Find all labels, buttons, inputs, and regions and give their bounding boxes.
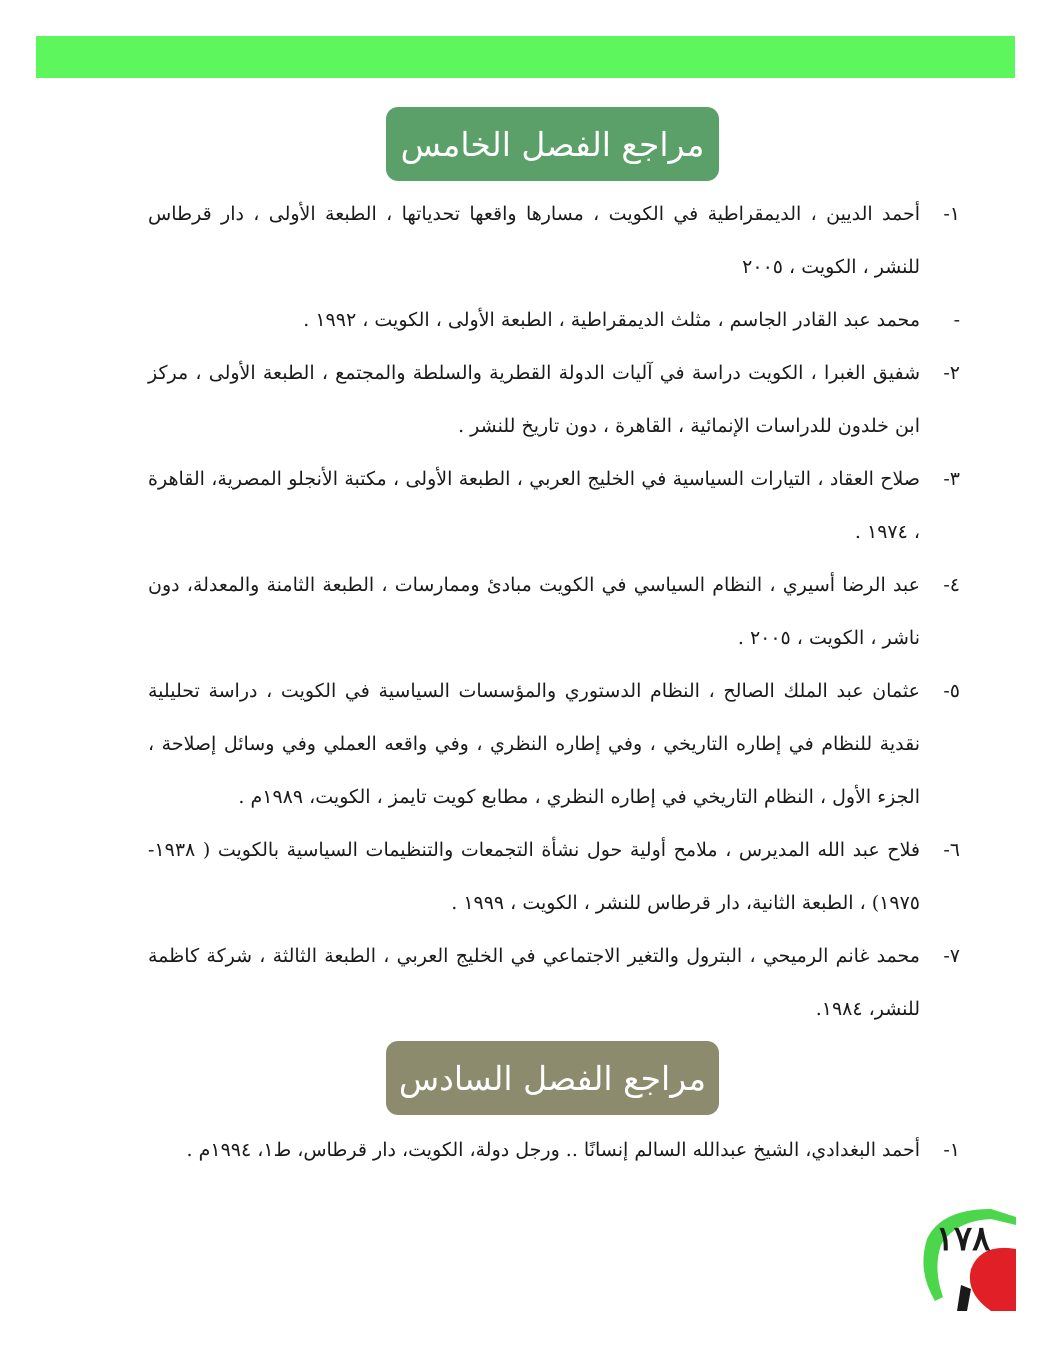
reference-text: عثمان عبد الملك الصالح ، النظام الدستوري والمؤسسات السياسية في الكويت ، دراسة تحليلية نقدية للنظام في إطاره التاريخي ، وفي إطاره النظري ، وفي واقعه العملي وفي وسائل إصلاحة ، الجزء الأول ، النظام التاريخي في إطاره النظري ، مطابع كويت تايمز ، الكويت، ١٩٨٩م . xyxy=(148,680,920,808)
reference-number: ٤- xyxy=(943,574,960,596)
chapter6-reference-list xyxy=(148,1124,960,1177)
reference-item xyxy=(148,665,960,824)
chapter5-reference-list xyxy=(148,188,960,1036)
reference-item xyxy=(148,347,960,453)
reference-number: ١- xyxy=(943,1139,960,1161)
chapter6-heading: مراجع الفصل السادس xyxy=(386,1041,719,1115)
reference-number: ٧- xyxy=(943,945,960,967)
reference-text: محمد عبد القادر الجاسم ، مثلث الديمقراطية ، الطبعة الأولى ، الكويت ، ١٩٩٢ . xyxy=(303,309,920,331)
reference-text: أحمد الديين ، الديمقراطية في الكويت ، مسارها واقعها تحدياتها ، الطبعة الأولى ، دار قرطاس للنشر ، الكويت ، ٢٠٠٥ xyxy=(148,203,920,278)
reference-item xyxy=(148,559,960,665)
reference-item xyxy=(148,1124,960,1177)
reference-item xyxy=(148,294,960,347)
reference-number: ٢- xyxy=(943,362,960,384)
reference-item xyxy=(148,824,960,930)
chapter5-heading: مراجع الفصل الخامس xyxy=(386,107,719,181)
reference-item xyxy=(148,453,960,559)
reference-number: - xyxy=(953,309,960,331)
reference-item xyxy=(148,188,960,294)
badge-black-stroke xyxy=(957,1285,971,1311)
reference-text: أحمد البغدادي، الشيخ عبدالله السالم إنسانًا .. ورجل دولة، الكويت، دار قرطاس، ط١، ١٩٩٤م . xyxy=(186,1139,920,1161)
page-number: ١٧٨ xyxy=(935,1219,991,1259)
reference-number: ٦- xyxy=(943,839,960,861)
reference-text: شفيق الغبرا ، الكويت دراسة في آليات الدولة القطرية والسلطة والمجتمع ، الطبعة الأولى ، مركز ابن خلدون للدراسات الإنمائية ، القاهرة ، دون تاريخ للنشر . xyxy=(148,362,920,437)
reference-text: محمد غانم الرميحي ، البترول والتغير الاجتماعي في الخليج العربي ، الطبعة الثالثة ، شركة كاظمة للنشر، ١٩٨٤. xyxy=(148,945,920,1020)
reference-number: ٥- xyxy=(943,680,960,702)
reference-text: صلاح العقاد ، التيارات السياسية في الخليج العربي ، الطبعة الأولى ، مكتبة الأنجلو المصرية، القاهرة ، ١٩٧٤ . xyxy=(148,468,920,543)
reference-number: ١- xyxy=(943,203,960,225)
reference-text: عبد الرضا أسيري ، النظام السياسي في الكويت مبادئ وممارسات ، الطبعة الثامنة والمعدلة، دون ناشر ، الكويت ، ٢٠٠٥ . xyxy=(148,574,920,649)
reference-number: ٣- xyxy=(943,468,960,490)
reference-text: فلاح عبد الله المديرس ، ملامح أولية حول نشأة التجمعات والتنظيمات السياسية بالكويت ( ١٩٣٨- ١٩٧٥) ، الطبعة الثانية، دار قرطاس للنشر ، الكويت ، ١٩٩٩ . xyxy=(148,839,920,914)
reference-item xyxy=(148,930,960,1036)
top-color-bar xyxy=(36,36,1015,78)
